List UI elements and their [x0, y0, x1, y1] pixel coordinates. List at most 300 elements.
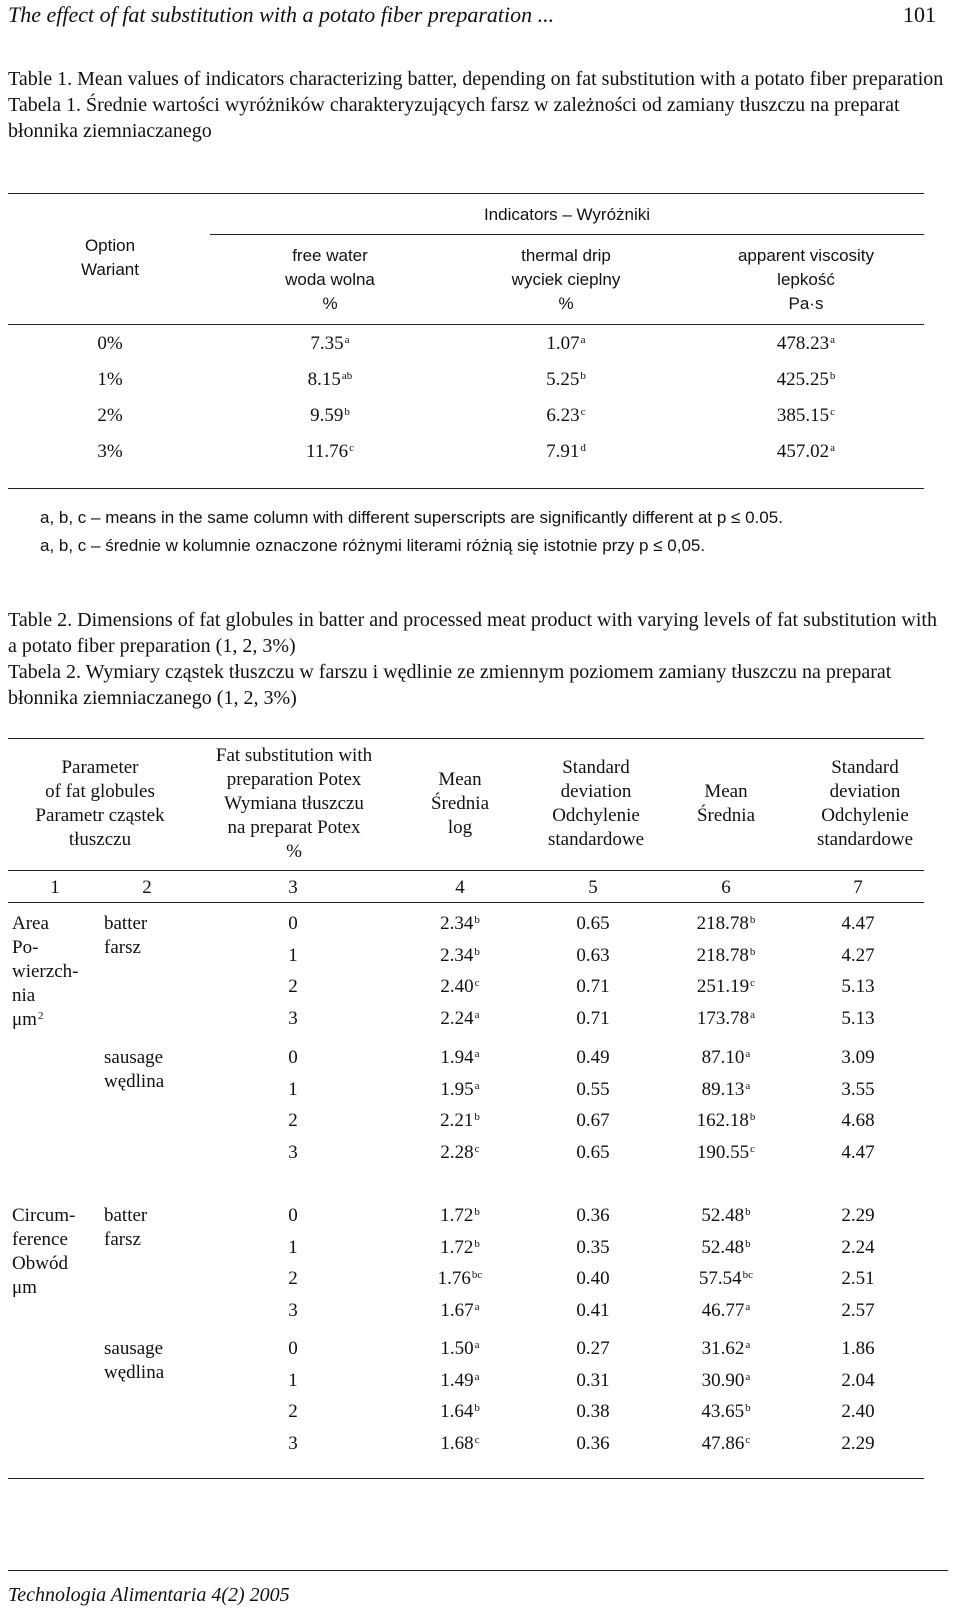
running-header — [8, 2, 950, 28]
table1-option-cell — [60, 404, 160, 428]
table1-free-water-cell — [250, 368, 410, 392]
table2-header-line: Odchylenie — [821, 805, 909, 826]
table2-mean-log-cell-value: 1.76 — [437, 1268, 471, 1289]
table2-sd-log-cell — [533, 1369, 653, 1393]
table2-column-number — [828, 876, 888, 900]
table2-header-line: deviation — [560, 781, 632, 802]
table2-mean-log-cell-superscript: b — [474, 1238, 480, 1250]
table2-sd-log-cell-value: 0.36 — [576, 1205, 610, 1226]
table2-sd-cell-value: 2.57 — [841, 1300, 875, 1321]
table2-header-line: Mean — [438, 769, 482, 790]
table2-header-line: Mean — [704, 781, 748, 802]
table2-parameter-line: Area — [12, 913, 49, 934]
table1-bottom-rule — [8, 488, 924, 489]
table2-product-label — [104, 1337, 164, 1385]
table1-free-water-cell-superscript: c — [349, 442, 354, 454]
table2-header-col-2 — [196, 744, 392, 864]
table2-header-line: na preparat Potex — [227, 817, 361, 838]
table2-sd-log-cell — [533, 912, 653, 936]
table2-mean-cell-value: 218.78 — [696, 913, 749, 934]
table2-mean-cell-superscript: a — [745, 1371, 751, 1383]
table1-col-viscosity: apparent viscosity lepkość Pa·s — [737, 246, 875, 313]
table1-viscosity-cell-superscript: b — [829, 370, 836, 382]
table2-sd-cell — [798, 1078, 918, 1102]
table2-mean-log-cell-value: 2.34 — [440, 945, 474, 966]
table2-sd-cell-value: 4.27 — [841, 945, 875, 966]
table2-mean-cell — [666, 1078, 786, 1102]
table2-column-number — [117, 876, 177, 900]
table2-mean-log-cell — [400, 1109, 520, 1133]
table2-parameter-line: μm — [12, 1009, 37, 1030]
table2-mean-log-cell-value: 2.28 — [440, 1142, 474, 1163]
table2-mean-log-cell-value: 1.95 — [440, 1079, 474, 1100]
table2-sd-log-cell-value: 0.38 — [576, 1401, 610, 1422]
table1-thermal-drip-cell — [486, 368, 646, 392]
table2-mean-log-cell — [400, 912, 520, 936]
table1-thermal-drip-cell-value: 5.25 — [546, 369, 580, 390]
table1-viscosity-cell-superscript: c — [830, 406, 836, 418]
table2-product-line: wędlina — [104, 1362, 165, 1383]
table2-header-line: of fat globules — [45, 781, 155, 802]
table2-mean-log-cell — [400, 1432, 520, 1456]
table2-mean-log-cell — [400, 1337, 520, 1361]
table2-level-cell — [263, 1007, 323, 1031]
table1-free-water-cell-value: 9.59 — [310, 405, 344, 426]
table2-mean-log-cell-superscript: c — [474, 1143, 480, 1155]
table2-header-line: Średnia — [430, 793, 490, 814]
table2-column-number-value: 7 — [853, 877, 863, 898]
table1-viscosity-cell-value: 478.23 — [776, 333, 830, 354]
table2-mean-cell-superscript: c — [750, 1143, 756, 1155]
table1-free-water-cell-value: 8.15 — [307, 369, 341, 390]
table2-sd-cell — [798, 1400, 918, 1424]
journal-footer: Technologia Alimentaria 4(2) 2005 — [8, 1584, 290, 1606]
table2-sd-log-cell — [533, 1007, 653, 1031]
table2-product-line: sausage — [104, 1047, 164, 1068]
table2-mean-cell — [666, 1337, 786, 1361]
table2-product-line: wędlina — [104, 1071, 165, 1092]
table2-top-rule — [8, 738, 924, 739]
table2-parameter-line: ference — [12, 1229, 68, 1250]
table2-mean-cell — [666, 1267, 786, 1291]
table2-product-line: farsz — [104, 1229, 141, 1250]
table2-mean-log-cell-value: 1.49 — [440, 1370, 474, 1391]
table2-sd-cell-value: 3.09 — [841, 1047, 875, 1068]
table2-mean-cell-value: 89.13 — [701, 1079, 745, 1100]
table2-header-line: Odchylenie — [552, 805, 640, 826]
table1-note-pl: a, b, c – średnie w kolumnie oznaczone różnymi literami różnią się istotnie przy p ≤ 0,05. — [40, 536, 706, 555]
table1-option-cell-value: 0% — [97, 333, 123, 354]
table2-parameter-label — [12, 1204, 75, 1300]
table1-indicators-rule — [210, 234, 924, 235]
footer-rule — [8, 1570, 948, 1571]
table2-level-cell — [263, 1236, 323, 1260]
table2-sd-cell — [798, 1141, 918, 1165]
table2-sd-cell — [798, 1369, 918, 1393]
table2-sd-cell — [798, 1046, 918, 1070]
table1-option-cell — [60, 332, 160, 356]
table2-column-number-value: 3 — [288, 877, 298, 898]
table2-mean-cell-value: 43.65 — [701, 1401, 745, 1422]
table2-mean-log-cell-value: 1.94 — [440, 1047, 474, 1068]
table1-free-water-cell-superscript: a — [344, 334, 350, 346]
table2-sd-cell-value: 2.29 — [841, 1205, 875, 1226]
table2-mean-log-cell — [400, 1400, 520, 1424]
table1-viscosity-cell — [716, 368, 896, 392]
table2-mean-log-cell-value: 1.72 — [440, 1237, 474, 1258]
table2-sd-cell-value: 5.13 — [841, 1008, 875, 1029]
table2-header-col-1 — [20, 756, 180, 852]
table2-header-col-6 — [790, 756, 940, 852]
table2-product-label — [104, 912, 147, 960]
table2-mean-log-cell-superscript: b — [474, 1111, 480, 1123]
table1-option-cell-value: 2% — [97, 405, 123, 426]
table1-thermal-drip-cell-value: 6.23 — [546, 405, 580, 426]
table1-thermal-drip-cell-superscript: a — [580, 334, 586, 346]
table2-parameter-line: Circum- — [12, 1205, 76, 1226]
table2-header-col-4 — [526, 756, 666, 852]
table2-product-line: farsz — [104, 937, 141, 958]
table2-mean-cell-superscript: a — [745, 1080, 751, 1092]
table2-header-line: standardowe — [816, 829, 914, 850]
table2-level-cell-value: 1 — [288, 1079, 298, 1100]
table2-mean-cell-value: 57.54 — [698, 1268, 742, 1289]
table1-free-water-cell-value: 11.76 — [306, 441, 349, 462]
table2-sd-cell — [798, 1267, 918, 1291]
table1-thermal-drip-cell-superscript: c — [580, 406, 586, 418]
table2-mean-log-cell-value: 2.34 — [440, 913, 474, 934]
table2-sd-cell-value: 2.04 — [841, 1370, 875, 1391]
table1-option-header: Option Wariant — [81, 236, 139, 279]
table1-free-water-cell-superscript: b — [344, 406, 350, 418]
table2-mean-cell — [666, 1007, 786, 1031]
table2-sd-log-cell-value: 0.31 — [576, 1370, 610, 1391]
table2-mean-log-cell-value: 1.50 — [440, 1338, 474, 1359]
table2-sd-cell-value: 2.51 — [841, 1268, 875, 1289]
table2-header-line: log — [447, 817, 473, 838]
table2-header-line: preparation Potex — [226, 769, 362, 790]
table2-mean-log-cell-superscript: c — [474, 1434, 480, 1446]
table2-header-line: Fat substitution with — [215, 745, 373, 766]
table2-sd-log-cell-value: 0.41 — [576, 1300, 610, 1321]
table2-sd-cell — [798, 1007, 918, 1031]
table2-header-line: standardowe — [547, 829, 645, 850]
table2-mean-cell — [666, 1204, 786, 1228]
table2-sd-cell — [798, 1109, 918, 1133]
table1-option-cell-value: 1% — [97, 369, 123, 390]
table2-column-number — [563, 876, 623, 900]
table2-mean-cell-value: 87.10 — [701, 1047, 745, 1068]
running-title: The effect of fat substitution with a potato fiber preparation ... — [8, 2, 555, 27]
table1-indicators-header: Indicators – Wyróżniki — [483, 205, 651, 224]
table2-sd-cell — [798, 1236, 918, 1260]
table2-sd-cell-value: 3.55 — [841, 1079, 875, 1100]
table2-mean-cell-value: 190.55 — [696, 1142, 750, 1163]
table2-mean-cell — [666, 1141, 786, 1165]
table1-viscosity-cell-superscript: a — [830, 334, 836, 346]
table2-sd-cell-value: 4.47 — [841, 1142, 875, 1163]
table2-mean-log-cell — [400, 975, 520, 999]
table1-viscosity-cell-value: 385.15 — [776, 405, 830, 426]
table2-sd-log-cell-value: 0.40 — [576, 1268, 610, 1289]
table2-sd-log-cell-value: 0.65 — [576, 913, 610, 934]
table2-product-line: batter — [104, 1205, 148, 1226]
table2-sd-log-cell — [533, 1337, 653, 1361]
table2-caption-pl: Tabela 2. Wymiary cząstek tłuszczu w farszu i wędlinie ze zmiennym poziomem zamiany tłuszczu na preparat błonnika ziemniaczanego (1, 2, 3%) — [8, 661, 892, 709]
table2-sd-log-cell — [533, 1046, 653, 1070]
table2-header-line: Wymiana tłuszczu — [224, 793, 364, 814]
table2-mean-cell — [666, 975, 786, 999]
table2-mean-cell — [666, 944, 786, 968]
table1-thermal-drip-cell — [486, 440, 646, 464]
table2-sd-cell-value: 4.47 — [841, 913, 875, 934]
table2-level-cell — [263, 1337, 323, 1361]
table2-parameter-line: μm — [12, 1277, 37, 1298]
table2-mean-log-cell — [400, 1369, 520, 1393]
table2-mean-log-cell — [400, 1046, 520, 1070]
table2-caption-en: Table 2. Dimensions of fat globules in batter and processed meat product with varying levels of fat substitution with a potato fiber preparation (1, 2, 3%) — [8, 609, 937, 657]
table2-mean-cell-superscript: bc — [742, 1269, 754, 1281]
table1-viscosity-cell-value: 457.02 — [776, 441, 830, 462]
table2-level-cell-value: 0 — [288, 1047, 298, 1068]
table1-viscosity-cell — [716, 404, 896, 428]
table2-sd-log-cell-value: 0.49 — [576, 1047, 610, 1068]
table1-option-cell-value: 3% — [97, 441, 123, 462]
table2-level-cell-value: 0 — [288, 1338, 298, 1359]
table2-header-rule — [8, 870, 924, 871]
table1-header-rule — [8, 324, 924, 325]
table2-mean-cell — [666, 1299, 786, 1323]
table2-sd-log-cell-value: 0.35 — [576, 1237, 610, 1258]
table2-product-label — [104, 1046, 164, 1094]
table2-sd-cell — [798, 1337, 918, 1361]
table2-sd-log-cell-value: 0.71 — [576, 1008, 610, 1029]
table2-bottom-rule — [8, 1478, 924, 1479]
table2-level-cell-value: 2 — [288, 976, 298, 997]
table2-mean-cell-value: 47.86 — [701, 1433, 745, 1454]
table2-header-line: Parametr cząstek — [35, 805, 165, 826]
table2-sd-log-cell — [533, 944, 653, 968]
table2-mean-log-cell-superscript: b — [474, 914, 480, 926]
table2-sd-cell-value: 4.68 — [841, 1110, 875, 1131]
table2-mean-cell-value: 173.78 — [696, 1008, 750, 1029]
table2-mean-cell-value: 251.19 — [696, 976, 750, 997]
table1-col-thermal-drip: thermal drip wyciek cieplny % — [511, 246, 621, 313]
table2-sd-cell — [798, 975, 918, 999]
table2-header-line: % — [286, 841, 302, 862]
table2-sd-cell-value: 5.13 — [841, 976, 875, 997]
table2-sd-cell — [798, 944, 918, 968]
table2-mean-cell-value: 30.90 — [701, 1370, 745, 1391]
table2-mean-log-cell — [400, 1141, 520, 1165]
table2-mean-log-cell-superscript: b — [474, 1402, 480, 1414]
table2-sd-cell — [798, 1432, 918, 1456]
table2-column-number — [25, 876, 85, 900]
table2-numbers-rule — [8, 902, 924, 903]
table2-column-number — [263, 876, 323, 900]
table2-level-cell — [263, 1109, 323, 1133]
table2-mean-log-cell — [400, 1078, 520, 1102]
table2-mean-log-cell-superscript: a — [474, 1371, 480, 1383]
table1-option-cell — [60, 368, 160, 392]
table2-level-cell-value: 1 — [288, 1237, 298, 1258]
table2-level-cell — [263, 1432, 323, 1456]
table2-sd-cell — [798, 1204, 918, 1228]
table2-header-col-3 — [400, 768, 520, 840]
table2-mean-log-cell — [400, 1204, 520, 1228]
table2-mean-cell-value: 46.77 — [701, 1300, 745, 1321]
table2-level-cell-value: 3 — [288, 1300, 298, 1321]
table2-mean-log-cell-superscript: a — [474, 1301, 480, 1313]
table2-level-cell — [263, 912, 323, 936]
table2-mean-cell — [666, 1046, 786, 1070]
table1-thermal-drip-cell-value: 1.07 — [546, 333, 580, 354]
table2-mean-cell — [666, 1369, 786, 1393]
table2-level-cell — [263, 1400, 323, 1424]
table2-sd-log-cell — [533, 1299, 653, 1323]
table1-thermal-drip-cell — [486, 404, 646, 428]
table2-level-cell — [263, 1046, 323, 1070]
table2-sd-log-cell — [533, 1078, 653, 1102]
table2-mean-cell-value: 162.18 — [696, 1110, 749, 1131]
table2-column-number-value: 1 — [50, 877, 60, 898]
table2-mean-cell-superscript: c — [745, 1434, 751, 1446]
table1-viscosity-cell-value: 425.25 — [776, 369, 829, 390]
table2-parameter-line: wierzch- — [12, 961, 79, 982]
table1-caption-pl: Tabela 1. Średnie wartości wyróżników charakteryzujących farsz w zależności od zamiany tłuszczu na preparat błonnika ziemniaczanego — [8, 94, 900, 142]
table2-level-cell — [263, 944, 323, 968]
table1-viscosity-cell — [716, 332, 896, 356]
table2-parameter-superscript: 2 — [37, 1010, 44, 1022]
table2-mean-log-cell — [400, 1236, 520, 1260]
table2-column-number — [696, 876, 756, 900]
table2-mean-log-cell-superscript: a — [474, 1080, 480, 1092]
table2-sd-cell-value: 2.24 — [841, 1237, 875, 1258]
table2-mean-cell-superscript: a — [745, 1048, 751, 1060]
table2-level-cell — [263, 1267, 323, 1291]
table1-thermal-drip-cell-superscript: b — [580, 370, 586, 382]
table2-mean-cell-value: 31.62 — [701, 1338, 745, 1359]
table2-level-cell-value: 2 — [288, 1268, 298, 1289]
table2-mean-cell — [666, 1109, 786, 1133]
table2-mean-cell-value: 218.78 — [696, 945, 749, 966]
table2-sd-cell-value: 1.86 — [841, 1338, 875, 1359]
table2-level-cell-value: 2 — [288, 1401, 298, 1422]
table2-mean-log-cell-value: 1.64 — [440, 1401, 474, 1422]
table1-caption-en: Table 1. Mean values of indicators characterizing batter, depending on fat substitution with a potato fiber preparation — [8, 68, 944, 90]
table1-viscosity-cell — [716, 440, 896, 464]
table2-header-line: Standard — [831, 757, 899, 778]
table2-level-cell — [263, 1369, 323, 1393]
table2-mean-log-cell — [400, 944, 520, 968]
table2-sd-log-cell-value: 0.71 — [576, 976, 610, 997]
table2-mean-cell — [666, 1236, 786, 1260]
table1-free-water-cell — [250, 440, 410, 464]
table2-product-line: sausage — [104, 1338, 164, 1359]
table2-header-line: Standard — [562, 757, 630, 778]
table2-mean-log-cell — [400, 1267, 520, 1291]
table1-top-rule — [8, 193, 924, 194]
table2-mean-cell-superscript: c — [750, 977, 756, 989]
table2-parameter-line: nia — [12, 985, 36, 1006]
table1-thermal-drip-cell-superscript: d — [580, 442, 586, 454]
table2-sd-cell — [798, 912, 918, 936]
table1-free-water-cell — [250, 332, 410, 356]
table2-level-cell — [263, 1299, 323, 1323]
table2-level-cell-value: 3 — [288, 1008, 298, 1029]
table1-option-cell — [60, 440, 160, 464]
table2-sd-log-cell — [533, 1432, 653, 1456]
table2-mean-cell-value: 52.48 — [701, 1205, 745, 1226]
table2-level-cell-value: 3 — [288, 1142, 298, 1163]
table2-mean-log-cell-value: 1.68 — [440, 1433, 474, 1454]
table2-mean-cell-superscript: a — [745, 1339, 751, 1351]
table2-parameter-line: Po- — [12, 937, 39, 958]
table2-parameter-line: Obwód — [12, 1253, 68, 1274]
table2-column-number-value: 4 — [455, 877, 465, 898]
table2-level-cell — [263, 1078, 323, 1102]
table2-sd-log-cell — [533, 1236, 653, 1260]
table2-mean-log-cell-superscript: a — [474, 1048, 480, 1060]
table2-level-cell-value: 1 — [288, 1370, 298, 1391]
table2-sd-log-cell — [533, 1400, 653, 1424]
table2-parameter-label — [12, 912, 78, 1032]
table1-free-water-cell-superscript: ab — [341, 370, 353, 382]
table2-mean-cell-superscript: a — [745, 1301, 751, 1313]
table2-mean-cell — [666, 912, 786, 936]
table2-mean-log-cell-value: 1.67 — [440, 1300, 474, 1321]
table2-sd-log-cell — [533, 975, 653, 999]
table1-viscosity-cell-superscript: a — [830, 442, 836, 454]
table2-level-cell-value: 1 — [288, 945, 298, 966]
table2-sd-log-cell-value: 0.36 — [576, 1433, 610, 1454]
table2-mean-log-cell-superscript: b — [474, 946, 480, 958]
table2-mean-cell-superscript: b — [745, 1238, 751, 1250]
table2-sd-cell-value: 2.40 — [841, 1401, 875, 1422]
table2-product-label — [104, 1204, 147, 1252]
table1-thermal-drip-cell-value: 7.91 — [546, 441, 580, 462]
table2-mean-log-cell-superscript: b — [474, 1206, 480, 1218]
table2-mean-cell-superscript: b — [745, 1402, 751, 1414]
table2-caption — [8, 607, 948, 711]
table1-free-water-cell — [250, 404, 410, 428]
table2-header-line: Średnia — [696, 805, 756, 826]
table2-sd-log-cell-value: 0.65 — [576, 1142, 610, 1163]
table2-mean-cell-superscript: b — [745, 1206, 751, 1218]
table2-mean-log-cell — [400, 1007, 520, 1031]
table2-header-line: deviation — [829, 781, 901, 802]
table1-caption — [8, 66, 948, 144]
table1-free-water-cell-value: 7.35 — [310, 333, 344, 354]
table2-level-cell-value: 2 — [288, 1110, 298, 1131]
table2-column-number-value: 5 — [588, 877, 598, 898]
table1-thermal-drip-cell — [486, 332, 646, 356]
table2-sd-log-cell-value: 0.67 — [576, 1110, 610, 1131]
table2-sd-log-cell — [533, 1141, 653, 1165]
table2-header-col-5 — [664, 780, 788, 828]
table2-mean-cell — [666, 1432, 786, 1456]
table1-col-free-water: free water woda wolna % — [285, 246, 375, 313]
table2-level-cell-value: 0 — [288, 913, 298, 934]
table2-mean-log-cell — [400, 1299, 520, 1323]
table2-level-cell — [263, 1141, 323, 1165]
table2-product-line: batter — [104, 913, 148, 934]
table2-mean-log-cell-superscript: a — [474, 1339, 480, 1351]
table2-sd-cell — [798, 1299, 918, 1323]
table2-sd-log-cell-value: 0.27 — [576, 1338, 610, 1359]
table2-mean-log-cell-value: 1.72 — [440, 1205, 474, 1226]
table2-mean-cell-superscript: b — [749, 946, 756, 958]
